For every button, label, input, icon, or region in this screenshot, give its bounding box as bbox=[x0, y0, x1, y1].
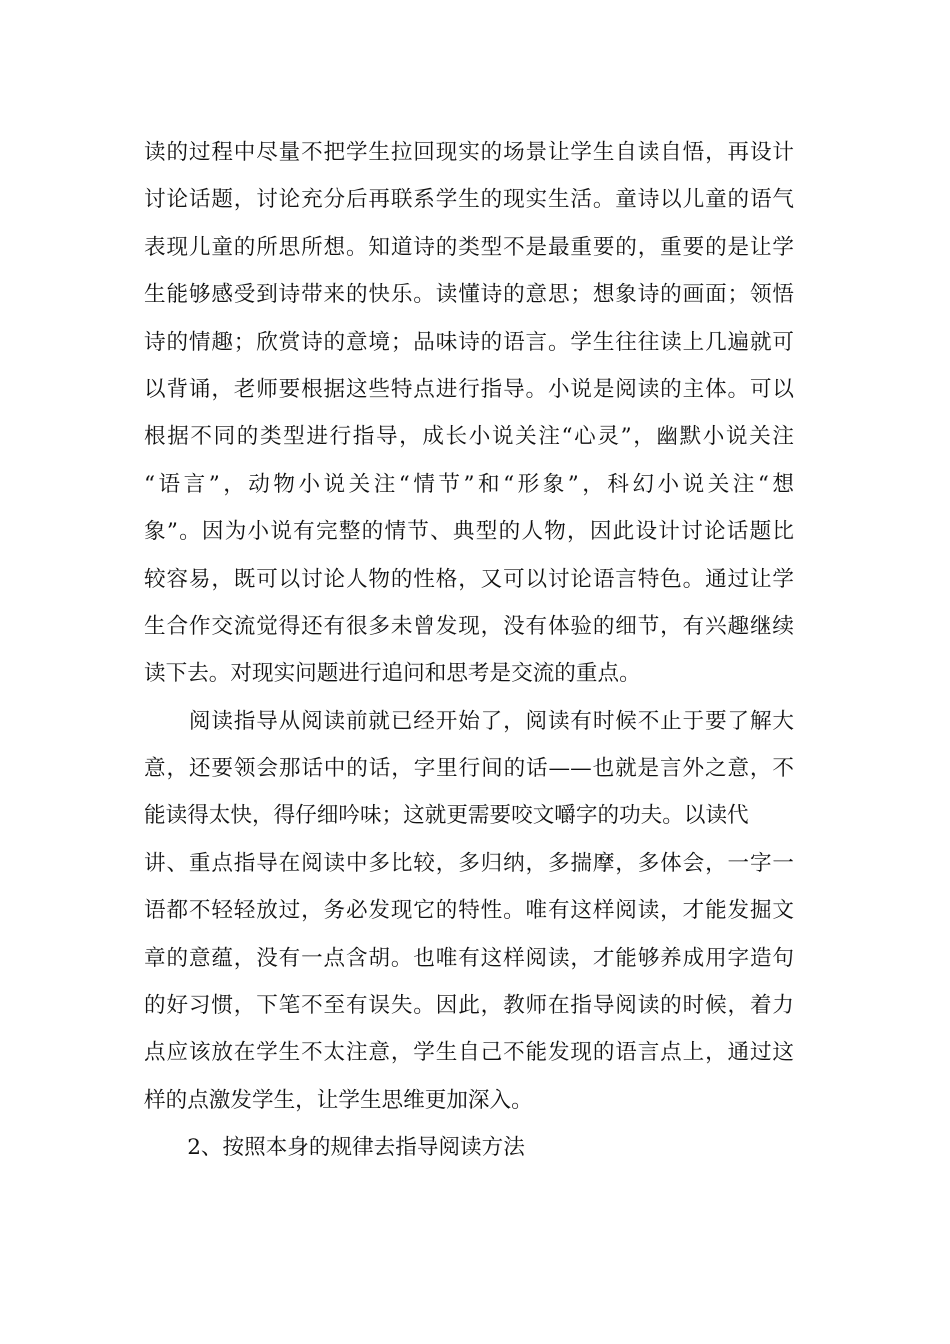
paragraph-line: 较容易，既可以讨论人物的性格，又可以讨论语言特色。通过让学 bbox=[144, 566, 794, 592]
paragraph-line: 象”。因为小说有完整的情节、典型的人物，因此设计讨论话题比 bbox=[144, 519, 794, 545]
paragraph-line: 样的点激发学生，让学生思维更加深入。 bbox=[144, 1087, 533, 1113]
paragraph-2 bbox=[144, 698, 794, 1125]
document-body bbox=[144, 129, 794, 1172]
paragraph-1 bbox=[144, 129, 794, 698]
paragraph-line: 生能够感受到诗带来的快乐。读懂诗的意思；想象诗的画面；领悟 bbox=[144, 282, 794, 308]
paragraph-line: 语都不轻轻放过，务必发现它的特性。唯有这样阅读，才能发掘文 bbox=[144, 898, 794, 924]
paragraph-line: 的好习惯，下笔不至有误失。因此，教师在指导阅读的时候，着力 bbox=[144, 993, 794, 1019]
paragraph-line: 诗的情趣；欣赏诗的意境；品味诗的语言。学生往往读上几遍就可 bbox=[144, 329, 794, 355]
paragraph-line: 以背诵，老师要根据这些特点进行指导。小说是阅读的主体。可以 bbox=[144, 376, 794, 402]
paragraph-line: 阅读指导从阅读前就已经开始了，阅读有时候不止于要了解大 bbox=[144, 708, 794, 734]
paragraph-line: 点应该放在学生不太注意，学生自己不能发现的语言点上，通过这 bbox=[144, 1040, 794, 1066]
paragraph-line: “语言”，动物小说关注“情节”和“形象”，科幻小说关注“想 bbox=[144, 471, 794, 497]
paragraph-line: 表现儿童的所思所想。知道诗的类型不是最重要的，重要的是让学 bbox=[144, 234, 794, 260]
paragraph-line: 章的意蕴，没有一点含胡。也唯有这样阅读，才能够养成用字造句 bbox=[144, 945, 794, 971]
paragraph-line: 生合作交流觉得还有很多未曾发现，没有体验的细节，有兴趣继续 bbox=[144, 613, 794, 639]
paragraph-line: 读下去。对现实问题进行追问和思考是交流的重点。 bbox=[144, 661, 641, 687]
paragraph-line: 读的过程中尽量不把学生拉回现实的场景让学生自读自悟，再设计 bbox=[144, 140, 794, 165]
paragraph-line: 意，还要领会那话中的话，字里行间的话——也就是言外之意，不 bbox=[144, 756, 794, 782]
paragraph-line: 讲、重点指导在阅读中多比较，多归纳，多揣摩，多体会，一字一 bbox=[144, 850, 794, 876]
paragraph-line: 能读得太快，得仔细吟味；这就更需要咬文嚼字的功夫。以读代 bbox=[144, 803, 749, 829]
paragraph-line: 讨论话题，讨论充分后再联系学生的现实生活。童诗以儿童的语气 bbox=[144, 187, 794, 213]
paragraph-line: 根据不同的类型进行指导，成长小说关注“心灵”，幽默小说关注 bbox=[144, 424, 794, 450]
section-heading: 2、按照本身的规律去指导阅读方法 bbox=[144, 1135, 525, 1161]
